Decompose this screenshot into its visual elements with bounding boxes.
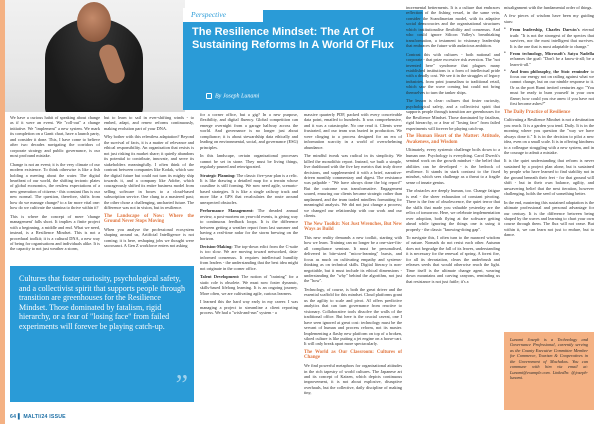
wisdom-list (504, 27, 594, 106)
lead-in: Decision-Making: (200, 243, 233, 249)
list-item (504, 51, 594, 67)
paragraph: To navigate this, I often turn to the nuanced wisdom of nature. Nomads do not resist each other. Autumn does not begrudge the fall of its leaves, understanding it is necessary for the renewal of spring. A forest fire, for all its devastation, clears the underbrush and releases seeds that would otherwise reach the light. Time itself is the ultimate change agent, wearing down mountains and carving canyons, reminding us that resistance is not just futile; it's a (406, 234, 500, 284)
paragraph-body: The top-down edict from the C-suite is too slow. We are moving toward networked, data-informed consensus. It requires intellectual humility from leaders - the understanding that the best idea might not originate in the corner office. (200, 243, 298, 271)
lead-in: From technology, Microsoft's Satya Nadella (510, 50, 594, 56)
body-column-6 (504, 5, 594, 328)
magazine-issue: MALTI/24 ISSUE (23, 414, 66, 420)
paragraph (200, 244, 298, 271)
body-column-1 (10, 115, 100, 265)
list-item-text: reframes the goal: "Don't be a know-it-all; be a learn-it-all." (510, 56, 594, 67)
body-column-2 (104, 115, 194, 265)
paragraph: When you analyse the professional ecosystem shaping around us, Artificial Intelligence is not coming; it is here, reshaping jobs we thought were sacrosanct. A Gen Z workforce enters not asking (104, 226, 194, 249)
paragraph: I learned this the hard way early in my career. I was managing a project to streamline a client reporting process. We had a "wish-and-run" system - a (200, 299, 298, 315)
lead-in: Talent Development: (200, 274, 240, 280)
paragraph: This is where the concept of mere 'change management' falls short. It implies a finite project with a beginning, a middle and end. What we need, instead, is a Resilience Mindset. This is not a procedural toolkit; it is a cultural DNA, a new way of being for organisations and individuals alike. It is the capacity to not just weather a storm, (10, 213, 100, 252)
paragraph: This new reality demands a new toolkit, starting with how we learn. Training can no longer be a one-size-fits-all compliance seminar. It must be personalised, delivered in bite-sized "micro-learning" bursts, and focus as much on cultivating empathy and systems-thinking as on technical skills. Digital literacy is non-negotiable, but it must include its ethical dimensions - understanding the "why" behind the algorithm, not just the "how". (304, 234, 402, 284)
lead-in: From leadership, Charles Darwin's (510, 27, 580, 33)
paragraph: Technology, of course, is both the great driver and the essential scaffold for this mindset. Cloud platforms grant us the agility to scale and pivot. AI offers predictive analytics that can turn governance from reactive to visionary. Collaborative tools dissolve the walls of the traditional office. But here is the crucial caveat, one I have seen ignored at great cost: technology must be the servant of human and process reform, not its master. Implementing a flashy new platform on top of a broken, siloed culture is like putting a jet engine on a horse-cart. It will only break apart more spectacularly. (304, 286, 402, 347)
body-column-5 (406, 5, 500, 410)
article-headline: The Resilience Mindset: The Art Of Sustaining Reforms In A World Of Flux (192, 26, 394, 51)
subheading: The Landscape of Now: Where the Ground Never Stops Moving (104, 213, 194, 225)
page-number: 64 (10, 414, 17, 420)
subheading: The Daily Practice of Resilience (504, 109, 571, 115)
footer-divider: ▌ (17, 414, 24, 420)
paragraph: We have a curious habit of speaking about change as if it were an event. We "roll-out" a change initiative. We "implement" a new system. We mark its completion on a Gantt chart, have a launch party, and consider it done. This, I have come to believe after two decades navigating the corridors of corporate strategy and public governance, is our most profound mistake. (10, 115, 100, 159)
body-column-3 (200, 112, 298, 410)
paragraph: massive quarterly PDF, packed with every conceivable data point, emailed to hundreds. It was comprehensive, and it was a catastrophe. No one read it. Clients were frustrated, and our team was buried in production. We were clinging to a process designed for an era of information scarcity in a world of overwhelming abundance. (304, 112, 402, 150)
lead-in: Strategic Planning: (200, 172, 236, 178)
body-column-4 (304, 112, 402, 410)
list-item-text: eternal truth: "It is not the strongest of the species that survives, nor the most intelligent that survives. It is the one that is most adaptable to change." (510, 27, 594, 49)
byline (206, 93, 259, 99)
paragraph: We find powerful metaphors for organisational attitudes in the rich tapestry of world cultures. The Japanese art and its concept of Kaizen, which depicts continuous improvement, it is not about explosive, disruptive overhauls, but the collective, daily discipline of making tiny, (304, 363, 402, 396)
list-item (504, 69, 594, 107)
photo-figure-head (77, 2, 111, 42)
page-footer (10, 414, 66, 420)
subheading: The Human Heart of the Matter: Attitude, Awakeness, and Wisdom (406, 133, 500, 145)
lead-in: And from philosophy, the Stoic reminder (510, 68, 589, 74)
paragraph: The mindful tweak was radical in its simplicity. We killed the monolithic report. Instead, we built a simple, live dashboard with the five key metrics that truly drove decisions, and supplemented it with a brief, narrative-driven monthly commentary and digest. The resistance was palpable - "We have always done the big report!" But the outcome was transformative. Engagement soared, ensuring our clients became strategic rather than unplanned, and the team traded mindless formatting for meaningful analysis. We did not just change a process; we changed our relationship with our work and our clients. (304, 153, 402, 219)
paragraph (200, 274, 298, 296)
paragraph: Change is not an event; it is the very climate of our modern existence. To think otherwise is like a fish holding a meeting about the water. The digital heartbeat of our world, the shifting tectonic plates of global economics, the restless expectations of a new generation of citizens - this constant flux is our new normal. The question, therefore, shifts from how do we manage change? to a far more vital one: how do we cultivate the stamina to thrive within it? (10, 161, 100, 211)
pull-quote-text: Cultures that foster curiosity, psychological safety, and a collectivist spirit that supports people through transition are greenhouses for the Resilience Mindset. Those dominated by fatalism, rigid hierarchy, or a fear of "losing face" from failed experiments will forever be playing catch-up. (19, 274, 185, 331)
list-item-text: to focus our energy not on railing against what we cannot change, but on our nimble response to it. Or as the poet Rumi invited centuries ago: "You must be ready to burn yourself in your own flame; how could you rise anew if you have not first become ashes?" (510, 68, 594, 107)
paragraph: A few pieces of wisdom have been my guiding stars: (504, 13, 594, 24)
paragraph: misalignment with the fundamental order of things. (504, 5, 593, 10)
paragraph: but to learn to sail in ever-shifting winds - to embed, adapt, and renew reforms continuously, making evolution part of your DNA. (104, 115, 194, 131)
section-tag: Perspective (183, 8, 263, 22)
pull-quote (10, 266, 194, 402)
paragraph (200, 208, 298, 241)
pen-icon (206, 93, 212, 99)
paragraph: Ultimately, every systemic challenge boils down to a human one. Psychology is everything. Carol Dweck's seminal work on the growth mindset - the belief that abilities can be developed - is the bedrock of resilience. It stands in stark contrast to the fixed mindset, which sees challenge as a threat to a fragile sense of innate genius. (406, 147, 500, 185)
paragraph: incremental betterments. It is a culture that embraces reflection of the fishing vessel, in the same vein, consider the Scandinavian model, with its adaptive social democracies and the organisational structures which institutionalise flexibility and consensus. And who could ignore Silicon Valley's breathtaking transformation, a testament to visionary leadership that embraces the future with audacious ambition. (406, 5, 500, 49)
subheading: The World as Our Classroom: Cultures of Change (304, 349, 402, 361)
paragraph-body: The classic five-year plan is a relic. It is like drawing a detailed map for a terrain whose coastline is still forming. We now need agile, scenario-based strategies. It is like a single railway track and more like a GPS that recalculates the route around unexpected obstacles. (200, 172, 298, 205)
paragraph-body: The notion of "training" for a static role is obsolete. We must now foster dynamic, skills-based lifelong learning. It is an ongoing journey. More often, we are cultivating agile, curious learners. (200, 274, 298, 296)
byline-text: By Joseph Lunami (215, 93, 260, 100)
paragraph: Contrast this with cultures - both national and corporate - that prize excessive risk aversion. The "not invented here" syndrome that plagues many established institutions is a form of intellectual pride with a deadly cost. We see it in the struggles of legacy industries, from print journalism to traditional retail, which saw the wave coming but could not bring themselves to turn the tanker ships. (406, 51, 500, 95)
author-bio-text: Lunami Joseph is a Technology and Governance Professional, currently serving as the County Executive Committee Member for Commerce, Tourism & Cooperatives in the Government of Machakos. You can commune with him via email at: Lunami@example.com. LinkedIn: @joseph-lunami. (510, 337, 588, 381)
paragraph: The obstacles are deeply human, too. Change fatigue is real - the sheer exhaustion of constant pivoting. There is the fear of obsolescence, the quiet terror that the skills that made you valuable yesterday are the relics of tomorrow. Here, we celebrate implementation over adoption, both flying at the software getting ahead while ignoring the things one is using it properly - the classic "knowing-doing gap". (406, 188, 500, 232)
paragraph: In the end, mastering this sustained adaptation is the ultimate professional and personal advantage for our century. It is the difference between being shaped by the waves and learning to chart your own course through them. The flux will not cease. But within it, we can learn not just to endure, but to dance. (504, 199, 594, 238)
list-item (504, 27, 594, 49)
paragraph: Cultivating a Resilience Mindset is not a destination you reach. It is a garden you tend. Daily. It is in the morning where you question the "way we have always done it." It is in the decision to pilot a new idea, even on a small scale. It is in offering kindness to a colleague struggling with a new system, and in the courage to admit a mistake. (504, 117, 594, 156)
quote-mark-icon: ” (175, 370, 188, 401)
paragraph: The lesson is clear: cultures that foster curiosity, psychological safety, and a collectivist spirit that supports people through transition are greenhouses for the Resilience Mindset. Those dominated by fatalism, rigid hierarchy, or a fear of "losing face" from failed experiments will forever be playing catch-up. (406, 98, 500, 131)
paragraph: for a corner office, but a gig? In a new purpose, flexibility, and digital fluency. Global competition can emerge overnight from a garage halfway across the world. And governance is no longer just about compliance; it is about stewardship data ethically and leading on environmental, social, and governance (ESG) principles. (200, 112, 298, 150)
author-bio-box (504, 332, 594, 410)
paragraph: It is the quiet understanding that reform is never sustained by a project plan alone, but is sustained by people who have learned to find stability not in the ground beneath their feet - for that ground will shift - but in their own balance, agility, and unwavering belief that the next iteration, however challenging, holds the seed of something better. (504, 158, 594, 197)
paragraph-body: The dreaded annual review, a post-mortem on year-old events, is giving way to continuous feedback loops. It is the difference between getting a weather report from last summer and having a real-time radar for the storm brewing on the horizon. (200, 208, 298, 241)
lead-in: Performance Management: (200, 208, 254, 214)
paragraph: Why bother with this relentless adaptation? Beyond the survival of facts, it is a matter of relevance and ethical responsibility. An organisation that resists is not just risking its market share; it quietly abandons its potential to contribute, innovate, and serve its stakeholders meaningfully. I often think of the contrast between companies like Kodak, which saw the digital future but could not turn its mighty ship towards it, and a company like Adobe, which courageously shifted its entire business model from selling software in boxes to a cloud-based subscription service. One clung to a mastered past; the other chose a challenging, uncharted future. The difference was not in vision, but in resilience. (104, 134, 194, 211)
paragraph (200, 173, 298, 206)
subheading: The New Toolkit: Not Just Wrenches, But New Ways as Build (304, 221, 402, 233)
author-photo (5, 0, 185, 112)
paragraph: In this landscape, certain organisational processes cannot be set in stone. They must be living things, regularly pruned and reinvigorated. (200, 153, 298, 170)
